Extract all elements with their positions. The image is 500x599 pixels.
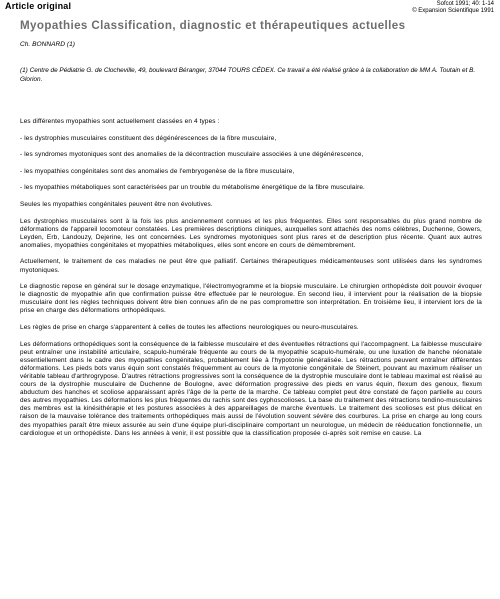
citation-block [412,1,494,15]
paragraph-treatment: Actuellement, le traitement de ces maladies ne peut être que palliatif. Certaines thérapeutiques médicamenteuses sont utilisées dans les syndromes myotoniques. [20,258,482,274]
paragraph-diagnosis: Le diagnostic repose en général sur le dosage enzymatique, l'électromyogramme et la biopsie musculaire. Le chirurgien orthopédiste doit pouvoir évoquer le diagnostic de myopathie afin que confirmation puisse être effectuée par le neurologue. En second lieu, il intervient pour la réalisation de la biopsie musculaire dont les règles techniques doivent être bien connues afin de ne pas compromettre son interprétation. En troisième lieu, il intervient lors de la prise en charge des déformations orthopédiques. [20,283,482,315]
list-item-myotonic: - les syndromes myotoniques sont des anomalies de la décontraction musculaire associées à une dégénérescence, [20,151,364,159]
paragraph-non-evolutive: Seules les myopathies congénitales peuvent être non évolutives. [20,200,213,208]
paragraph-dystrophies: Les dystrophies musculaires sont à la fois les plus anciennement connues et les plus fréquentes. Elles sont responsables du plus grand nombre de déformations de l'appareil locomoteur constatées. Les premières descriptions cliniques, auxquelles sont attachés des noms célèbres, Duchenne, Gowers, Leyden, Erb, Landouzy, Dejerine, les ont concernées. Les syndromes myotoniques sont plus rares et de description plus récente. Quant aux autres anomalies, myopathies congénitales et myopathies métaboliques, elles sont encore en cours de démembrement. [20,217,482,249]
author-affiliation: (1) Centre de Pédiatrie G. de Clocheville, 49, boulevard Béranger, 37044 TOURS CÉDEX. Ce travail a été réalisé grâce à la collaboration de MM A. Toutain et B. Glorion. [20,67,476,83]
copyright-notice: © Expansion Scientifique 1991 [412,8,494,14]
article-author: Ch. BONNARD (1) [20,41,75,48]
paragraph-intro: Les différentes myopathies sont actuellement classées en 4 types : [20,118,220,125]
article-type-label: Article original [5,1,72,11]
article-body [20,118,482,446]
list-item-congenital: - les myopathies congénitales sont des anomalies de l'embryogenèse de la fibre musculaire, [20,167,295,175]
paragraph-rules: Les règles de prise en charge s'apparentent à celles de toutes les affections neurologiques ou neuro-musculaires. [20,324,359,331]
list-item-metabolic: - les myopathies métaboliques sont caractérisées par un trouble du métabolisme énergétique de la fibre musculaire. [20,184,365,192]
paragraph-deformations: Les déformations orthopédiques sont la conséquence de la faiblesse musculaire et des éventuelles rétractions qui l'accompagnent. La faiblesse musculaire peut entraîner une instabilité articulaire, scapulo-humérale fréquente au cours de la myopathie scapulo-humérale, ou une luxation de hanche néonatale essentiellement dans le cadre des myopathies congénitales, probablement liée à l'hypotonie généralisée. Les rétractions peuvent entraîner différentes déformations. Les pieds bots varus équin sont constatés fréquemment au cours de la myotonie congénitale de Steinert, pouvant au maximum réaliser un véritable tableau d'arthrogrypose. D'autres rétractions progressives sont la conséquence de la dystrophie musculaire dont le tableau maximal est réalisé au cours de la dystrophie musculaire de Duchenne de Boulogne, avec déformation progressive des pieds en varus équin, flexum des genoux, flexum abductum des hanches et scoliose apparaissant après l'âge de la perte de la marche. Ce tableau complet peut être constaté de façon partielle au cours des autres myopathies. Les déformations les plus fréquentes du rachis sont des cyphoscolioses. La base du traitement des rétractions tendino-musculaires des membres est la kinésithérapie et les postures associées à des appareillages de marche éventuels. Le traitement des scolioses est plus délicat en raison de la mauvaise tolérance des traitements orthopédiques mais aussi de l'évolution souvent sévère des courbures. La prise en charge au long cours des myopathies paraît être mieux assurée au sein d'une équipe pluri-disciplinaire comportant un neurologue, un médecin de rééducation fonctionnelle, un cardiologue et un orthopédiste. Dans les années à venir, il est possible que la classification proposée ci-après soit remise en cause. La [20,340,482,437]
citation-reference: Sofcot 1991; 40: 1-14 [436,1,494,7]
list-item-dystrophies: - les dystrophies musculaires constituent des dégénérescences de la fibre musculaire, [20,134,277,142]
article-title: Myopathies Classification, diagnostic et thérapeutiques actuelles [20,19,406,32]
